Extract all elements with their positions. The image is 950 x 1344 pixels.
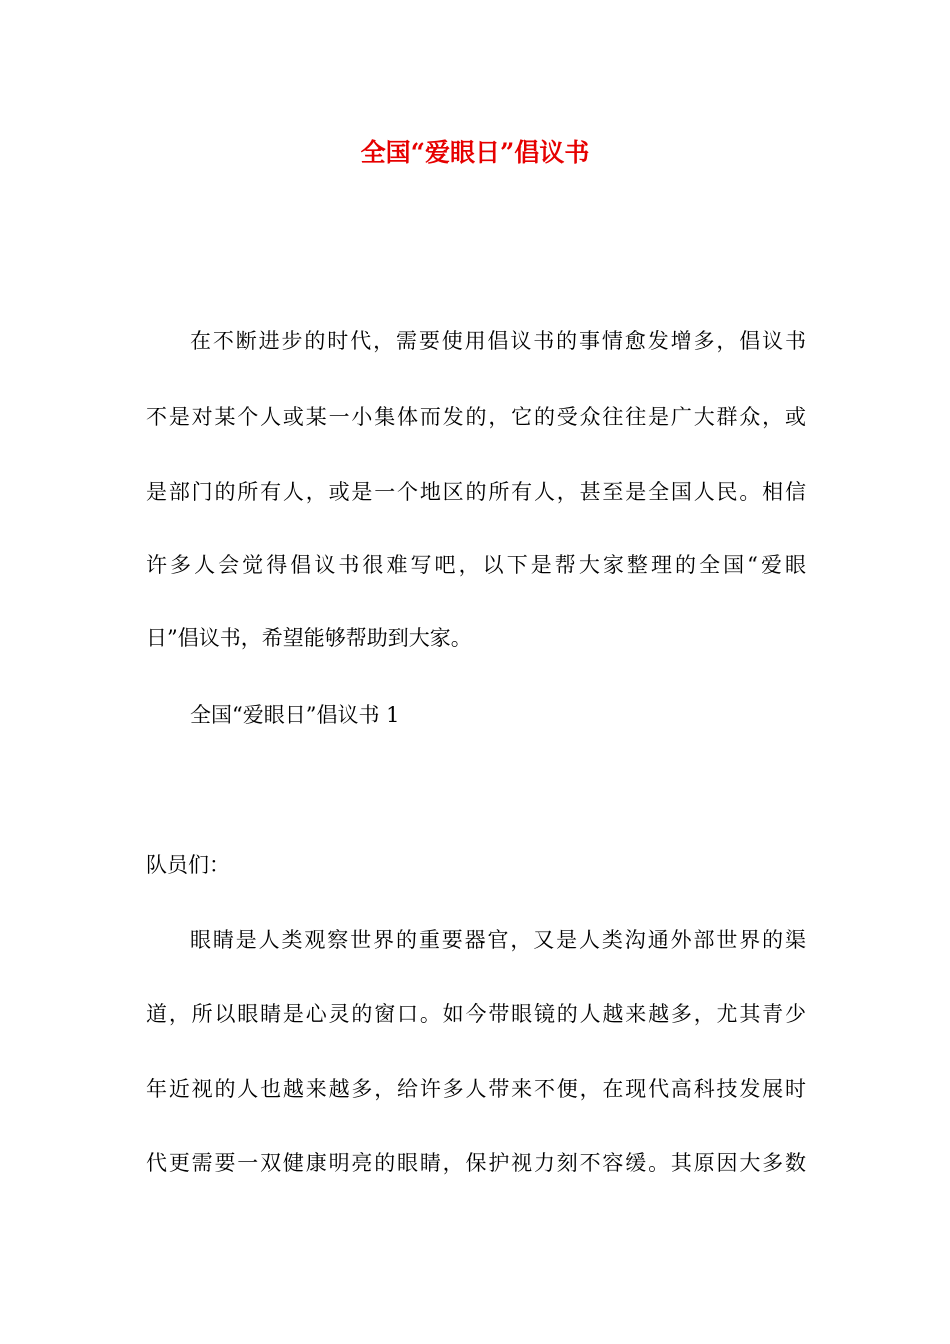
body-line-3: 年近视的人也越来越多，给许多人带来不便，在现代高科技发展时 (146, 1077, 806, 1101)
intro-line-3: 是部门的所有人，或是一个地区的所有人，甚至是全国人民。相信 (146, 480, 806, 504)
intro-line-1: 在不断进步的时代，需要使用倡议书的事情愈发增多，倡议书 (190, 329, 806, 353)
section-subheading: 全国“爱眼日”倡议书 1 (190, 703, 400, 727)
body-line-1: 眼睛是人类观察世界的重要器官，又是人类沟通外部世界的渠 (190, 928, 806, 952)
salutation: 队员们： (146, 853, 230, 877)
intro-line-4: 许多人会觉得倡议书很难写吧，以下是帮大家整理的全国“爱眼 (146, 553, 806, 577)
body-line-4: 代更需要一双健康明亮的眼睛，保护视力刻不容缓。其原因大多数 (146, 1151, 806, 1175)
intro-line-2: 不是对某个人或某一小集体而发的，它的受众往往是广大群众，或 (146, 405, 806, 429)
document-title: 全国“爱眼日”倡议书 (360, 138, 590, 167)
intro-line-5: 日”倡议书，希望能够帮助到大家。 (146, 626, 472, 650)
body-line-2: 道，所以眼睛是心灵的窗口。如今带眼镜的人越来越多，尤其青少 (146, 1002, 806, 1026)
